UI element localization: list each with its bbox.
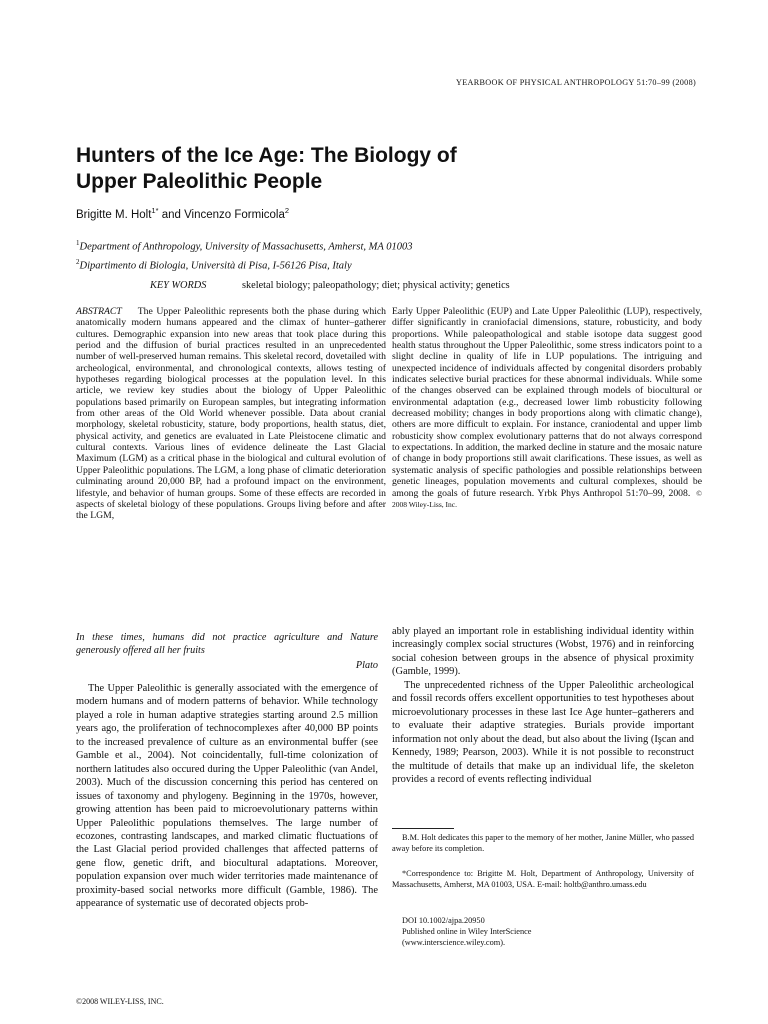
- affiliation-2-mark: 2: [76, 257, 80, 266]
- abstract-right-column: [392, 306, 702, 510]
- affiliation-1-text: Department of Anthropology, University of Massachusetts, Amherst, MA 01003: [79, 241, 413, 253]
- body-right-paragraph-1: ably played an important role in establishing individual identity within increasingly complex social structures (Wobst, 1976) and in reinforcing social cohesion between groups in the absence of physical proximity (Gamble, 1999).: [392, 626, 694, 678]
- affiliation-1-mark: 1: [76, 239, 80, 247]
- footnote-rule: [392, 828, 454, 829]
- keywords: [150, 280, 510, 291]
- affiliation-1: [76, 236, 412, 255]
- abstract-label: ABSTRACT: [76, 306, 122, 317]
- body-right-paragraph-2: The unprecedented richness of the Upper Paleolithic archeological and fossil records offers excellent opportunities to test hypotheses about microevolutionary processes in these last Ice Age hunter–gatherers and to evaluate their adaptive strategies. Burials provide important information not only about the dead, but also about the living (Işcan and Kennedy, 1989; Pearson, 2003). While it is not possible to reconstruct the multitude of details that make up an individual life, the skeleton provides a record of events reflecting individual: [392, 679, 694, 785]
- footnote-publication-info: [392, 915, 704, 949]
- abstract-copyright: © 2008 Wiley-Liss, Inc.: [392, 488, 702, 509]
- article-title: [76, 143, 676, 195]
- title-line-2: Upper Paleolithic People: [76, 170, 323, 193]
- author-2-marks: 2: [284, 206, 290, 215]
- running-head: YEARBOOK OF PHYSICAL ANTHROPOLOGY 51:70–99 (2008): [456, 78, 696, 87]
- epigraph-quote: In these times, humans did not practice agriculture and Nature generously offered all her fruits: [76, 632, 378, 656]
- keywords-list: skeletal biology; paleopathology; diet; physical activity; genetics: [242, 280, 510, 291]
- keywords-label: KEY WORDS: [150, 280, 207, 291]
- title-line-1: Hunters of the Ice Age: The Biology of: [76, 144, 457, 167]
- footnote-correspondence: *Correspondence to: Brigitte M. Holt, Department of Anthropology, University of Massachusetts, Amherst, MA 01003, USA. E-mail: holtb@anthro.umass.edu: [392, 869, 694, 890]
- author-1: Brigitte M. Holt: [76, 208, 152, 221]
- footnote-site: (www.interscience.wiley.com).: [402, 938, 506, 948]
- body-left-paragraph: The Upper Paleolithic is generally associated with the emergence of modern humans and of modern patterns of behavior. While technology played a role in human adaptive strategies starting around 2.5 million years ago, the proliferation of technocomplexes after 40,000 BP points to the increased prevalence of culture as an environmental buffer (see Gamble et al., 2004). Not coincidentally, full-time colonization of northern latitudes also occured during the Upper Paleolithic (van Andel, 2003). Much of the discussion concerning this period has centered on issues of taxonomy and phylogeny. Beginning in the 1970s, however, growing attention has been paid to microevolutionary patterns within Upper Paleolithic populations themselves. The large number of ecozones, contrasting landscapes, and marked climatic fluctuations of the Last Glacial period provided challenges that affected patterns of gene flow, genetic drift, and biocultural adaptations. Moreover, population expansion over much wider territories made maintenance of proximity-based social networks more difficult (Gamble, 1986). The appearance of systematic use of decorated objects prob-: [76, 683, 378, 910]
- author-joiner: and Vincenzo Formicola: [158, 208, 285, 221]
- abstract-left-text: The Upper Paleolithic represents both the phase during which anatomically modern humans appeared and the climax of hunter–gatherer cultures. Demographic expansion into new areas that took place during this period and the diffusion of burial practices resulted in an unprecedented number of well-preserved human remains. This skeletal record, dovetailed with archeological, environmental, and chronological contexts, allows testing of hypotheses regarding biological processes at the population level. In this article, we review key studies about the biology of Upper Paleolithic populations based primarily on European samples, but integrating information from other areas of the Old World whenever possible. Data about cranial morphology, skeletal robusticity, stature, body proportions, health status, diet, physical activity, and genetics are evaluated in Late Pleistocene climatic and cultural contexts. Various lines of evidence delineate the Last Glacial Maximum (LGM) as a critical phase in the biological and cultural evolution of Upper Paleolithic populations. The LGM, a long phase of climatic deterioration culminating around 20,000 BP, had a profound impact on the environment, lifestyle, and behavior of human groups. Some of these effects are recorded in aspects of skeletal biology of these populations. Groups living before and after the LGM,: [76, 306, 386, 522]
- abstract-right-text: Early Upper Paleolithic (EUP) and Late Upper Paleolithic (LUP), respectively, differ significantly in craniofacial dimensions, stature, robusticity, and body proportions. While paleopathological and stable isotope data suggest good health status throughout the Upper Paleolithic, some stress indicators point to a slight decline in quality of life in LUP populations. The intriguing and unexpected incidence of individuals affected by congenital disorders probably indicates selective burial practices for these abnormal individuals. While some of the changes observed can be explained through models of biocultural or environmental adaptation (e.g., decreased lower limb robusticity following decreased mobility; changes in body proportions along with climatic change), others are more difficult to explain. For instance, craniodental and upper limb robusticity show complex evolutionary patterns that do not always correspond to expectations. In addition, the marked decline in stature and the mosaic nature of change in body proportions still await clarifications. These issues, as well as systematic analysis of specific pathologies and possible relationships between genetic lineages, population movements and cultural complexes, should be among the goals of future research. Yrbk Phys Anthropol 51:70–99, 2008.: [392, 306, 702, 499]
- affiliation-2-text: Dipartimento di Biologia, Università di Pisa, I-56126 Pisa, Italy: [79, 260, 352, 271]
- affiliation-2: [76, 255, 412, 274]
- affiliations: [76, 236, 412, 273]
- page-copyright: ©2008 WILEY-LISS, INC.: [76, 997, 164, 1006]
- body-right-column: [392, 625, 694, 786]
- abstract-left-column: [76, 306, 386, 522]
- author-1-marks: 1*: [151, 206, 159, 215]
- author-line: [76, 206, 289, 221]
- footnote-published: Published online in Wiley InterScience: [402, 927, 532, 937]
- footnote-dedication: B.M. Holt dedicates this paper to the memory of her mother, Janine Müller, who passed away before its completion.: [392, 833, 694, 854]
- epigraph-author: Plato: [355, 660, 378, 671]
- footnote-doi: DOI 10.1002/ajpa.20950: [402, 916, 485, 925]
